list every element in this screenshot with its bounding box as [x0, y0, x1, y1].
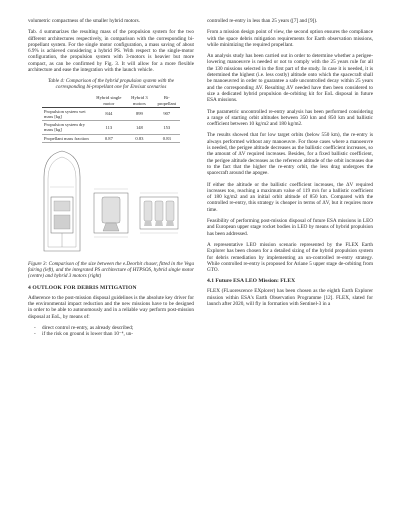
table-cell: 0.83 — [162, 135, 171, 141]
table-cell: 148 — [135, 124, 143, 130]
subsection-title: 4.1 Future ESA LEO Mission: FLEX — [207, 278, 296, 285]
table-cell: 844 — [105, 111, 113, 117]
table-header-cell — [42, 94, 92, 107]
row-label: Propellant mass fraction — [44, 135, 89, 141]
table-cell: 0.87 — [104, 135, 113, 141]
table-header-cell: Hybrid 3 motors — [131, 95, 148, 106]
bullet-list — [34, 325, 194, 338]
figure-caption: Figure 3: Comparison of the size between the e.Deorbit chaser, fitted in the Vega fairing (left), and the integrated PS architecture of HTPSOS, hybrid single motor (centre) and hybrid 3 motors (right) — [28, 260, 194, 279]
table-header-row — [42, 94, 180, 107]
table-cell: 899 — [135, 111, 143, 117]
paragraph: Feasibility of performing post-mission disposal of future ESA missions in LEO and European upper stage rocket bodies in LEO by means of hybrid propulsion has been addressed. — [207, 218, 373, 237]
paragraph: If either the altitude or the ballistic coefficient increases, the ΔV required increases too, reaching a maximum value of 119 m/s for a ballistic coefficient of 180 kg/m2 and an initial orbit altitude of 850 km. Compared with the controlled re-entry, this strategy is cheaper in terms of ΔV, but it requires more time. — [207, 181, 373, 213]
paragraph: A representative LEO mission scenario represented by the FLEX Earth Explorer has been chosen for a detailed sizing of the hybrid propulsion system for debris remediation by implementing an un-controlled re-entry strategy. While controlled re-entry is proposed for Ariane 5 upper stage de-orbiting from GTO. — [207, 241, 373, 274]
table-row — [42, 121, 180, 134]
left-column — [28, 18, 194, 342]
hybrid-three-motors-drawing — [140, 193, 178, 233]
table-header-cell: Hybrid single motor — [96, 95, 122, 106]
paragraph: controlled re-entry in less than 25 years ([7] and [9]). — [207, 18, 318, 24]
table-row — [42, 107, 180, 120]
figure-size-comparison — [36, 147, 186, 257]
paragraph: The parametric uncontrolled re-entry analysis has been performed considering a range of starting orbit altitudes between 350 km and 850 km and ballistic coefficient between 10 kg/m2 and 180 kg/m2. — [207, 108, 373, 128]
paragraph: An analysis study has been carried out in order to determine whether a perigee-lowering manoeuvre is needed or not to comply with the 25 years rule for all the 130 missions selected in the first part of the study. In case it is needed, it is determined the highest (i.e. less costly) altitude onto which the spacecraft shall be manoeuvred in order to guarantee a safe uncontrolled decay within 25 years and the corresponding ΔV. Resulting ΔV needed have then been considered to size a dedicated hybrid propulsion de-orbiting kit for EoL disposal in future ESA missions. — [207, 53, 373, 104]
paragraph: The results showed that for low target orbits (below 550 km), the re-entry is always performed without any manoeuvre. For those cases where a manoeuvre is needed, the perigee altitude decreases as the ballistic coefficient increases, so the amount of ΔV required increases. Besides, for a fixed ballistic coefficient, the perigee altitude decreases as the reference altitude of the orbit increases due to the fact that the higher the re-entry orbit, the less drag undergoes the spacecraft around the apogee. — [207, 132, 373, 177]
paragraph: volumetric compactness of the smaller hybrid motors. — [28, 18, 140, 24]
row-label: Propulsion system wet mass [kg] — [44, 108, 86, 119]
list-item: - if the risk on ground is lower than 10⁻⁴, un- — [34, 331, 194, 337]
paragraph: Tab. 4 summarizes the resulting mass of the propulsion system for the two different architectures respectively, in comparison with the corresponding bi-propellant system. For the single motor configuration, a mass saving of about 6.9% is achieved considering a hybrid PS. With respect to the single-motor configuration, the propulsion system with 3-motors is heavier but more compact, as can be confirmed by Fig. 3. It will allow for a more flexible architecture and ease the integration with the launch vehicle. — [28, 29, 194, 74]
table-cell: 0.83 — [135, 135, 144, 141]
table-cell: 907 — [163, 111, 171, 117]
row-label: Propulsion system dry mass [kg] — [44, 122, 86, 133]
paragraph: Adherence to the post-mission disposal guidelines is the absolute key driver for the environmental impact reduction and the new missions have to be designed in order to be able to autonomously and in a reliable way perform post-mission disposal at EoL, by means of: — [28, 294, 194, 320]
vega-fairing-drawing — [44, 151, 80, 251]
mass-comparison-table — [42, 94, 180, 142]
paragraph: From a mission design point of view, the second option ensures the compliance with the space debris mitigation requirements for Earth observation missions, while minimizing the required propellant. — [207, 29, 373, 48]
table-caption: Table 4: Comparison of the hybrid propulsion system with the corresponding bi-propellant one for Envisat scenarios — [48, 78, 174, 91]
paragraph: FLEX (FLuorescence EXplorer) has been chosen as the eighth Earth Explorer mission within ESA's Earth Observation Programme [12]. FLEX, slated for launch after 2020, will fly in formation with Sentinel-3 in a — [207, 288, 373, 307]
section-title: 4 OUTLOOK FOR DEBRIS MITIGATION — [28, 284, 137, 291]
hybrid-single-motor-drawing — [94, 189, 128, 237]
table-cell: 113 — [105, 124, 113, 130]
table-header-cell: Bi-propellant — [157, 95, 177, 106]
table-cell: 153 — [163, 124, 171, 130]
right-column — [207, 18, 373, 312]
list-item: - direct control re-entry, as already described; — [34, 325, 194, 331]
table-row — [42, 134, 180, 142]
